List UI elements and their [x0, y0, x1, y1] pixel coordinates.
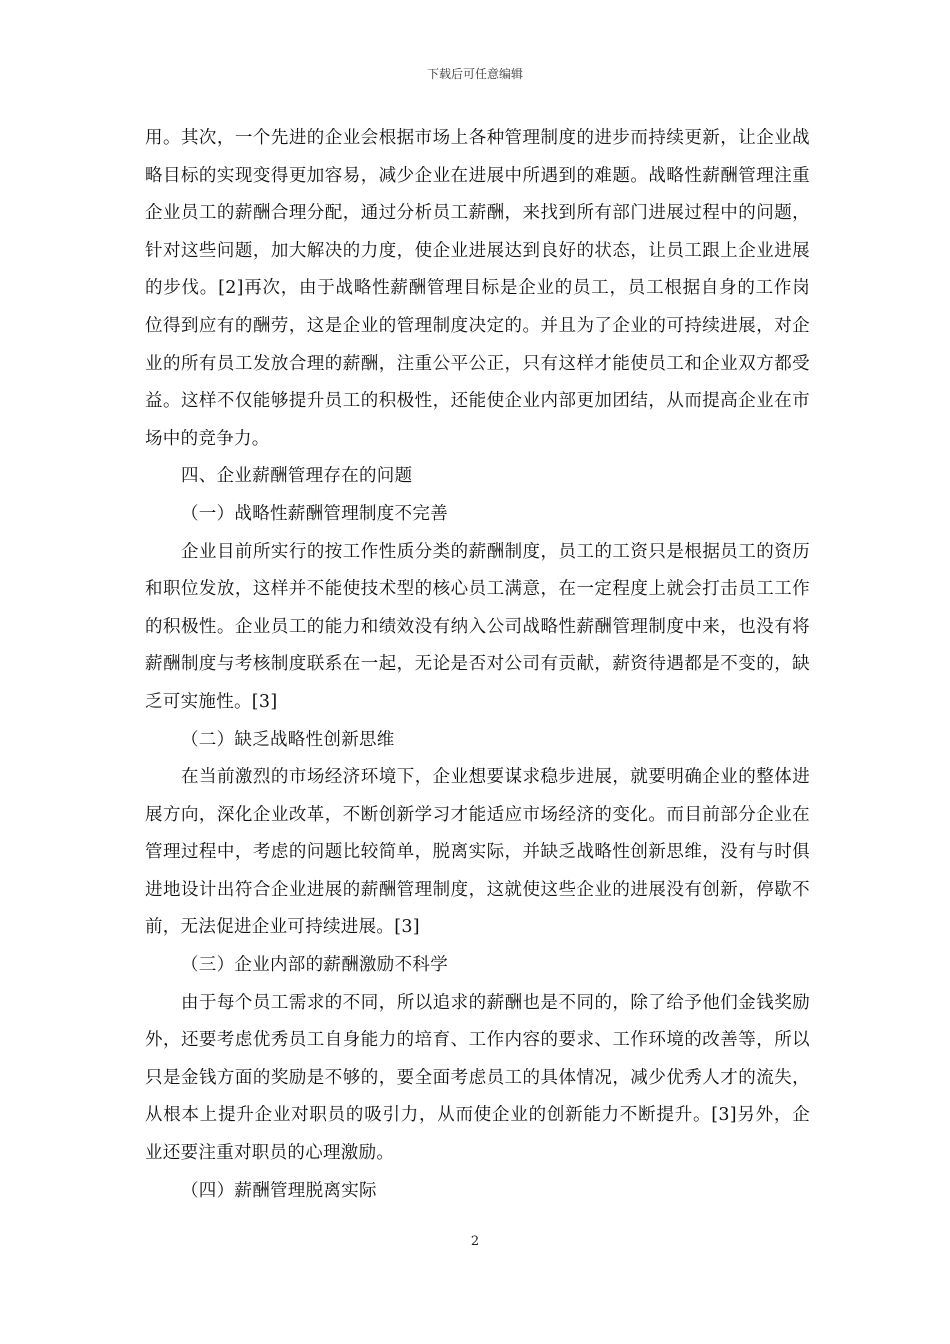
- subsection-heading: （一）战略性薪酬管理制度不完善: [181, 503, 448, 524]
- body-paragraph: 用。其次，一个先进的企业会根据市场上各种管理制度的进步而持续更新，让企业战略目标的实现变得更加容易，减少企业在进展中所遇到的难题。战略性薪酬管理注重企业员工的薪酬合理分配，通过分析员工薪酬，来找到所有部门进展过程中的问题，针对这些问题，加大解决的力度，使企业进展达到良好的状态，让员工跟上企业进展的步伐。[2]再次，由于战略性薪酬管理目标是企业的员工，员工根据自身的工作岗位得到应有的酬劳，这是企业的管理制度决定的。并且为了企业的可持续进展，对企业的所有员工发放合理的薪酬，注重公平公正，只有这样才能使员工和企业双方都受益。这样不仅能够提升员工的积极性，还能使企业内部更加团结，从而提高企业在市场中的竞争力。: [145, 128, 810, 449]
- subsection-heading: （二）缺乏战略性创新思维: [181, 729, 395, 750]
- body-paragraph: 企业目前所实行的按工作性质分类的薪酬制度，员工的工资只是根据员工的资历和职位发放，这样并不能使技术型的核心员工满意，在一定程度上就会打击员工工作的积极性。企业员工的能力和绩效没有纳入公司战略性薪酬管理制度中来，也没有将薪酬制度与考核制度联系在一起，无论是否对公司有贡献，薪资待遇都是不变的，缺乏可实施性。[3]: [145, 541, 810, 712]
- document-body: [145, 120, 810, 1210]
- body-paragraph: 在当前激烈的市场经济环境下，企业想要谋求稳步进展，就要明确企业的整体进展方向，深化企业改革，不断创新学习才能适应市场经济的变化。而目前部分企业在管理过程中，考虑的问题比较简单，脱离实际，并缺乏战略性创新思维，没有与时俱进地设计出符合企业进展的薪酬管理制度，这就使这些企业的进展没有创新，停歇不前，无法促进企业可持续进展。[3]: [145, 767, 810, 938]
- body-paragraph: 由于每个员工需求的不同，所以追求的薪酬也是不同的，除了给予他们金钱奖励外，还要考虑优秀员工自身能力的培育、工作内容的要求、工作环境的改善等，所以只是金钱方面的奖励是不够的，要全面考虑员工的具体情况，减少优秀人才的流失，从根本上提升企业对职员的吸引力，从而使企业的创新能力不断提升。[3]另外，企业还要注重对职员的心理激励。: [145, 992, 810, 1164]
- page-number: 2: [470, 1234, 480, 1249]
- section-heading: 四、企业薪酬管理存在的问题: [181, 466, 413, 487]
- subsection-heading: （四）薪酬管理脱离实际: [181, 1180, 377, 1201]
- subsection-heading: （三）企业内部的薪酬激励不科学: [181, 955, 448, 976]
- page-header: 下载后可任意编辑: [426, 67, 523, 81]
